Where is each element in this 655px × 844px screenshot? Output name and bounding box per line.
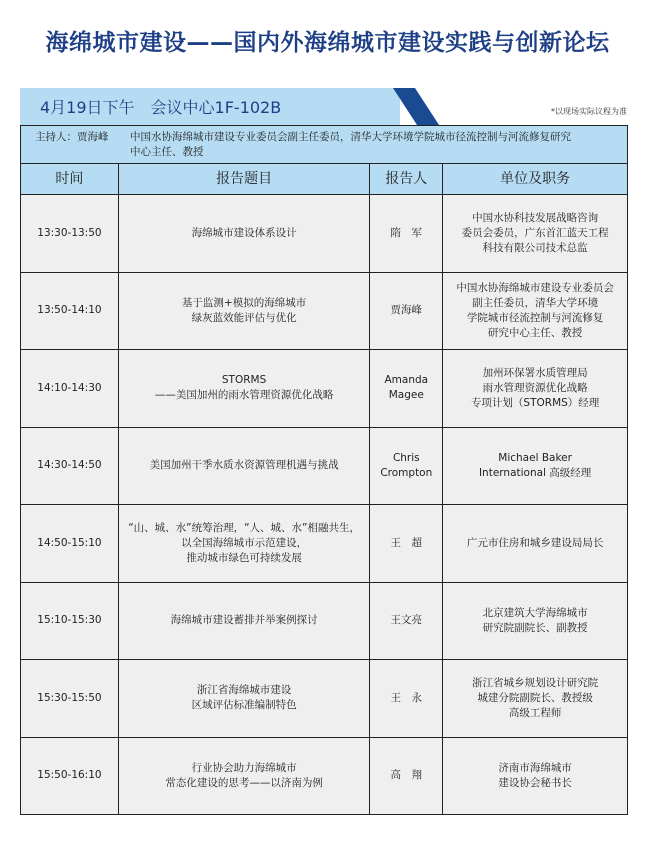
table-row	[21, 737, 628, 815]
cell-speaker: 王文亮	[370, 582, 443, 660]
cell-time: 15:30-15:50	[21, 660, 119, 738]
cell-speaker: 高 翔	[370, 737, 443, 815]
table-row	[21, 350, 628, 428]
session-info: 4月19日下午 会议中心1F-102B	[40, 98, 282, 117]
cell-org: 浙江省城乡规划设计研究院 城建分院副院长、教授级 高级工程师	[443, 660, 628, 738]
header-speaker: 报告人	[370, 164, 443, 195]
cell-org: 中国水协海绵城市建设专业委员会 副主任委员，清华大学环境 学院城市径流控制与河流修复 研究中心主任、教授	[443, 272, 628, 350]
table-row	[21, 272, 628, 350]
page-title: 海绵城市建设——国内外海绵城市建设实践与创新论坛	[45, 30, 610, 56]
cell-topic: 浙江省海绵城市建设 区域评估标准编制特色	[118, 660, 369, 738]
cell-org: 北京建筑大学海绵城市 研究院副院长、副教授	[443, 582, 628, 660]
cell-speaker: Chris Crompton	[370, 427, 443, 505]
cell-speaker: 王 超	[370, 505, 443, 583]
cell-time: 15:10-15:30	[21, 582, 119, 660]
host-label: 主持人：贾海峰	[35, 130, 109, 143]
table-row	[21, 427, 628, 505]
cell-time: 14:10-14:30	[21, 350, 119, 428]
table-row	[21, 505, 628, 583]
cell-org: 中国水协科技发展战略咨询 委员会委员，广东首汇蓝天工程 科技有限公司技术总监	[443, 195, 628, 273]
cell-topic: “山、城、水”统筹治理，“人、城、水”相融共生， 以全国海绵城市示范建设， 推动城市绿色可持续发展	[118, 505, 369, 583]
session-banner	[20, 88, 400, 125]
host-row	[21, 126, 628, 164]
schedule-note: *以现场实际议程为准	[551, 107, 627, 116]
cell-time: 13:30-13:50	[21, 195, 119, 273]
cell-topic: 海绵城市建设蓄排并举案例探讨	[118, 582, 369, 660]
cell-topic: STORMS ——美国加州的雨水管理资源优化战略	[118, 350, 369, 428]
cell-speaker: 隋 军	[370, 195, 443, 273]
cell-speaker: 贾海峰	[370, 272, 443, 350]
cell-time: 14:50-15:10	[21, 505, 119, 583]
cell-speaker: 王 永	[370, 660, 443, 738]
cell-topic: 海绵城市建设体系设计	[118, 195, 369, 273]
agenda-table	[20, 125, 628, 815]
cell-org: 济南市海绵城市 建设协会秘书长	[443, 737, 628, 815]
table-row	[21, 582, 628, 660]
header-time: 时间	[21, 164, 119, 195]
cell-time: 14:30-14:50	[21, 427, 119, 505]
cell-org: 广元市住房和城乡建设局局长	[443, 505, 628, 583]
header-org: 单位及职务	[443, 164, 628, 195]
table-row	[21, 660, 628, 738]
cell-topic: 基于监测+模拟的海绵城市 绿灰蓝效能评估与优化	[118, 272, 369, 350]
cell-topic: 行业协会助力海绵城市 常态化建设的思考——以济南为例	[118, 737, 369, 815]
host-text: 中国水协海绵城市建设专业委员会副主任委员，清华大学环境学院城市径流控制与河流修复研究中心主任、教授	[130, 130, 571, 158]
table-row	[21, 195, 628, 273]
cell-org: Michael Baker International 高级经理	[443, 427, 628, 505]
cell-org: 加州环保署水质管理局 雨水管理资源优化战略 专项计划（STORMS）经理	[443, 350, 628, 428]
cell-speaker: Amanda Magee	[370, 350, 443, 428]
cell-topic: 美国加州干季水质水资源管理机遇与挑战	[118, 427, 369, 505]
header-topic: 报告题目	[118, 164, 369, 195]
cell-time: 15:50-16:10	[21, 737, 119, 815]
table-header	[21, 164, 628, 195]
cell-time: 13:50-14:10	[21, 272, 119, 350]
